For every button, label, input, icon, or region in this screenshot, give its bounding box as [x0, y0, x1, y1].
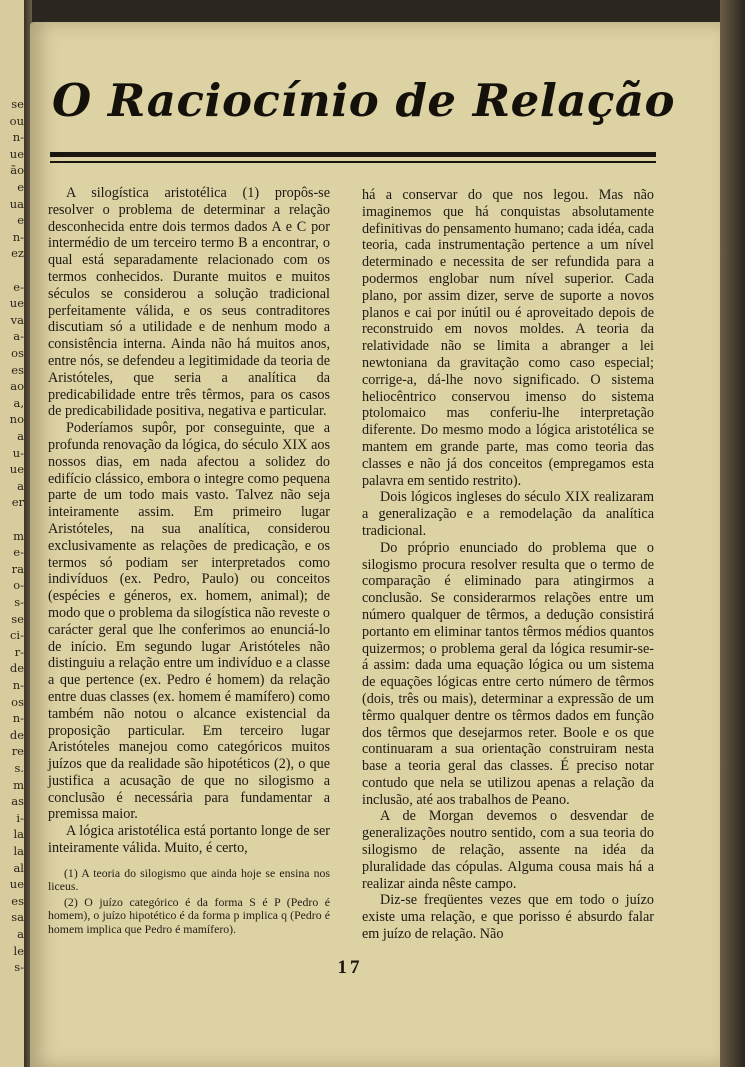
footnote: (2) O juízo categórico é da forma S é P (Pedro é homem), o juízo hipotético é da forma p implica q (Pedro é homem implica que Pedro é mamífero).: [48, 894, 330, 936]
previous-page-fragment: al: [13, 860, 24, 875]
paragraph: Diz-se freqüentes vezes que em todo o juízo existe uma relação, e que porisso é absurdo falar em juízo de relação. Não: [362, 892, 654, 943]
footnote: (1) A teoria do silogismo que ainda hoje se ensina nos liceus.: [48, 865, 330, 894]
previous-page-fragment: ao: [10, 379, 24, 394]
previous-page-fragment: a: [17, 478, 24, 493]
previous-page-fragment: a: [17, 927, 24, 941]
previous-page-fragment: as: [11, 794, 24, 809]
paragraph: A de Morgan devemos o desvendar de generalizações noutro sentido, com a sua teoria do silogismo de relação, assente na idéa da pluralidade das cópulas. Alguma cousa mais há a realizar ainda nêste campo.: [362, 808, 654, 892]
title-rule-thin: [50, 161, 656, 163]
paragraph: Dois lógicos ingleses do século XIX realizaram a generalização e a remodelação da analítica tradicional.: [362, 489, 654, 539]
previous-page-fragment: va: [10, 312, 24, 327]
article-title: O Raciocínio de Relação: [52, 74, 676, 127]
previous-page-fragment: ue: [9, 462, 24, 477]
right-column: [362, 187, 654, 943]
previous-page-fragment: e-: [13, 545, 24, 560]
paragraph: há a conservar do que nos legou. Mas não imaginemos que há conquistas absolutamente definitivas do pensamento humano; cada idéa, cada teoria, cada instrumentação pertence a um nível determinado e necessita de ser refundida para a podermos englobar num nível superior. Cada plano, por assim dizer, serve de suporte a novos planos e cai por inútil ou é aproveitado depois de reconstruido em novos moldes. A teoria da relatividade não se limita a abranger a lei newtoniana da gravitação como caso especial; corrige-a, dá-lhe novo significado. O sistema heliocêntrico conservou imenso do sistema ptolomaico mas conferiu-lhe interpretação diferente. Do mesmo modo a lógica aristotélica se mantem em grande parte, mas como teoria das classes e não já dos conceitos (empregamos esta palavra em sentido restrito).: [362, 187, 654, 489]
title-rule-thick: [50, 152, 656, 157]
previous-page-fragment: ez: [11, 246, 24, 261]
previous-page-fragment: ra: [11, 561, 24, 576]
previous-page-fragment: la: [13, 844, 24, 858]
previous-page-fragment: s-: [14, 595, 24, 609]
previous-page-fragment: a: [17, 429, 24, 443]
previous-page-fragment: a,: [13, 395, 24, 410]
previous-page-fragment: sa: [11, 910, 24, 925]
previous-page-fragment: ue: [9, 146, 24, 161]
previous-page-fragment: ue: [9, 877, 24, 892]
previous-page-fragment: e: [17, 213, 24, 228]
previous-page-fragment: a-: [13, 329, 24, 344]
previous-page-fragment: e-: [13, 279, 24, 294]
page-right-edge: [720, 0, 745, 1067]
previous-page-fragment: n-: [12, 678, 24, 692]
previous-page-fragment: le: [13, 943, 24, 958]
previous-page-fragment: es: [11, 362, 24, 377]
previous-page-fragment: ua: [9, 196, 24, 211]
previous-page-fragment: m: [13, 777, 24, 792]
previous-page-fragment: r-: [14, 644, 24, 659]
previous-page-fragment: re: [11, 744, 24, 759]
previous-page-fragment: ue: [9, 296, 24, 311]
previous-page-fragment: s-: [14, 960, 24, 975]
previous-page-fragment: de: [9, 661, 24, 676]
previous-page-fragment: os: [11, 694, 24, 709]
page-number: 17: [337, 957, 363, 978]
previous-page-fragment: se: [11, 611, 24, 626]
paragraph: A silogística aristotélica (1) propôs-se resolver o problema de determinar a relação desconhecida entre dois termos dados A e C por intermédio de um terceiro termo B a encontrar, o qual está separadamente relacionado com os termos conhecidos. Durante muitos e muitos séculos se considerou a solução tradicional perfeitamente válida, e os seus contraditores discutiam só a utilidade e de nenhum modo a consistência interna. Ainda não há muitos anos, entre nós, se defendeu a legitimidade da teoria de Aristóteles, que seria a analítica da predicabilidade entre três têrmos, para os casos de predicabilidade positiva, negativa e particular.: [48, 185, 330, 420]
previous-page-fragment: ci-: [9, 628, 24, 643]
paragraph: A lógica aristotélica está portanto longe de ser inteiramente válida. Muito, é certo,: [48, 823, 330, 857]
paragraph: Poderíamos supôr, por conseguinte, que a profunda renovação da lógica, do século XIX aos nossos dias, em nada afectou a solidez do edifício clássico, embora o integre como pequena parte de um todo mais vasto. Talvez não seja inteiramente assim. Em primeiro lugar Aristóteles, na sua analítica, considerou exclusivamente as relações de predicação, e os termos só podiam ser interpretados como indivíduos (ex. Pedro, Paulo) ou conceitos (espécies e géneros, ex. homem, animal); de modo que o problema da silogística não reveste o carácter geral que lhe conferimos ao enunciá-lo de início. Em segundo lugar Aristóteles não distinguiu a relação entre um indivíduo e a classe a que pertence (ex. Pedro é homem) da relação entre duas classes (ex. homem é mamífero) como também não notou o alcance existencial da proposição particular. Em terceiro lugar Aristóteles manejou como categóricos muitos juízos que da realidade são hipotéticos (2), o que justifica a acusação de que no silogismo a conclusão é necessária para fundamentar a premissa maior.: [48, 420, 330, 823]
previous-page-fragment: s.: [14, 761, 24, 775]
previous-page-fragment: n-: [12, 711, 24, 726]
previous-page-fragment: i-: [16, 810, 24, 825]
previous-page-fragment: er: [11, 495, 24, 510]
previous-page-fragment: la: [13, 827, 24, 842]
previous-page-fragment: o-: [13, 578, 24, 593]
previous-page-fragment: no: [9, 412, 24, 427]
previous-page-edge: [0, 0, 24, 1067]
previous-page-fragment: u-: [12, 445, 24, 460]
paragraph: Do próprio enunciado do problema que o silogismo procura resolver resulta que o termo de comparação é eliminado para atingirmos a conclusão. Se considerarmos relações entre um número qualquer de têrmos, a dedução consistirá portanto em eliminar tantos têrmos médios quantos quizermos; o problema geral da lógica resumir-se-á assim: dada uma equação lógica ou um sistema de equações lógicas entre certo número de têrmos (dois, três ou mais), determinar a expressão de um têrmo qualquer dentre os têrmos dados em função dos têrmos que desejarmos reter. Boole e os que continuaram a sua orientação construiram nesta base a teoria geral das classes. É preciso notar contudo que nela se utilizou apenas a relação da inclusão, até aos trabalhos de Peano.: [362, 539, 654, 808]
left-column: [48, 185, 330, 938]
previous-page-fragment: se: [11, 97, 24, 111]
footnotes: [48, 867, 330, 937]
previous-page-fragment: n-: [12, 130, 24, 145]
previous-page-fragment: os: [11, 346, 24, 360]
previous-page-fragment: e: [17, 180, 24, 194]
previous-page-fragment: ão: [10, 163, 24, 178]
previous-page-fragment: es: [11, 893, 24, 908]
previous-page-fragment: m: [13, 528, 24, 543]
previous-page-fragment: de: [9, 727, 24, 742]
previous-page-fragment: n-: [12, 229, 24, 244]
previous-page-fragment: ou: [9, 113, 24, 128]
